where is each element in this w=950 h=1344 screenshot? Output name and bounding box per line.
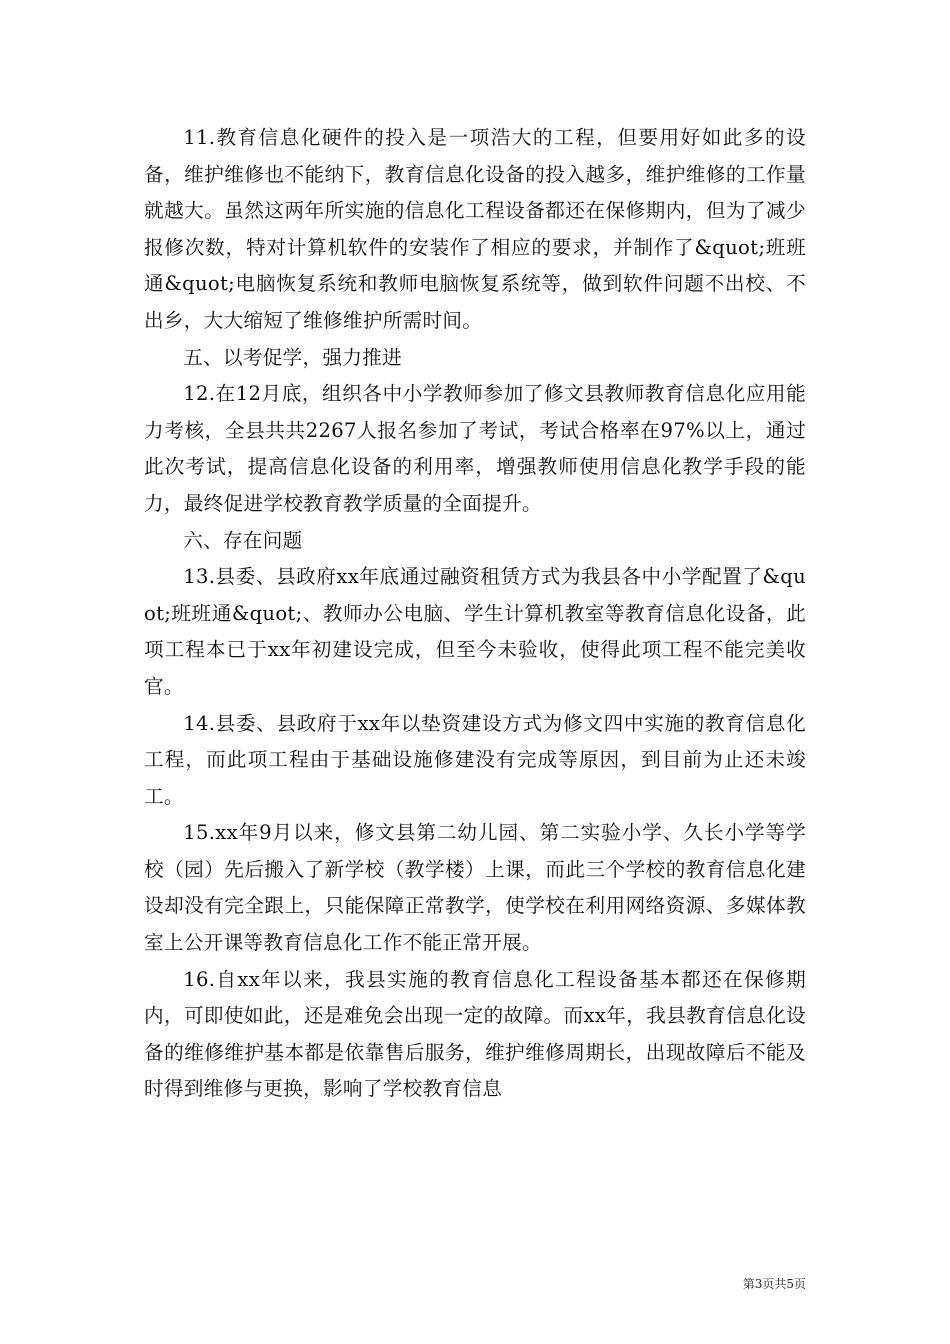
document-body [144, 120, 806, 1108]
paragraph-16: 16.自xx年以来，我县实施的教育信息化工程设备基本都还在保修期内，可即使如此，还是难免会出现一定的故障。而xx年，我县教育信息化设备的维修维护基本都是依靠售后服务，维护维修周期长，出现故障后不能及时得到维修与更换，影响了学校教育信息 [144, 967, 806, 1101]
section-heading-6: 六、存在问题 [183, 528, 303, 552]
paragraph-15: 15.xx年9月以来，修文县第二幼儿园、第二实验小学、久长小学等学校（园）先后搬入了新学校（教学楼）上课，而此三个学校的教育信息化建设却没有完全跟上，只能保障正常教学，使学校在利用网络资源、多媒体教室上公开课等教育信息化工作不能正常开展。 [144, 821, 806, 955]
paragraph-13: 13.县委、县政府xx年底通过融资租赁方式为我县各中小学配置了&quot;班班通&quot;、教师办公电脑、学生计算机教室等教育信息化设备，此项工程本已于xx年初建设完成，但至今未验收，使得此项工程不能完美收官。 [144, 565, 806, 698]
section-heading-5: 五、以考促学，强力推进 [183, 345, 403, 369]
paragraph-14: 14.县委、县政府于xx年以垫资建设方式为修文四中实施的教育信息化工程，而此项工程由于基础设施修建没有完成等原因，到目前为止还未竣工。 [144, 711, 806, 808]
page-number-footer: 第3页共5页 [742, 1277, 806, 1291]
paragraph-11: 11.教育信息化硬件的投入是一项浩大的工程，但要用好如此多的设备，维护维修也不能纳下，教育信息化设备的投入越多，维护维修的工作量就越大。虽然这两年所实施的信息化工程设备都还在保修期内，但为了减少报修次数，特对计算机软件的安装作了相应的要求，并制作了&quot;班班通&quot;电脑恢复系统和教师电脑恢复系统等，做到软件问题不出校、不出乡，大大缩短了维修维护所需时间。 [144, 126, 806, 332]
paragraph-12: 12.在12月底，组织各中小学教师参加了修文县教师教育信息化应用能力考核，全县共共2267人报名参加了考试，考试合格率在97%以上，通过此次考试，提高信息化设备的利用率，增强教师使用信息化教学手段的能力，最终促进学校教育教学质量的全面提升。 [144, 382, 806, 515]
